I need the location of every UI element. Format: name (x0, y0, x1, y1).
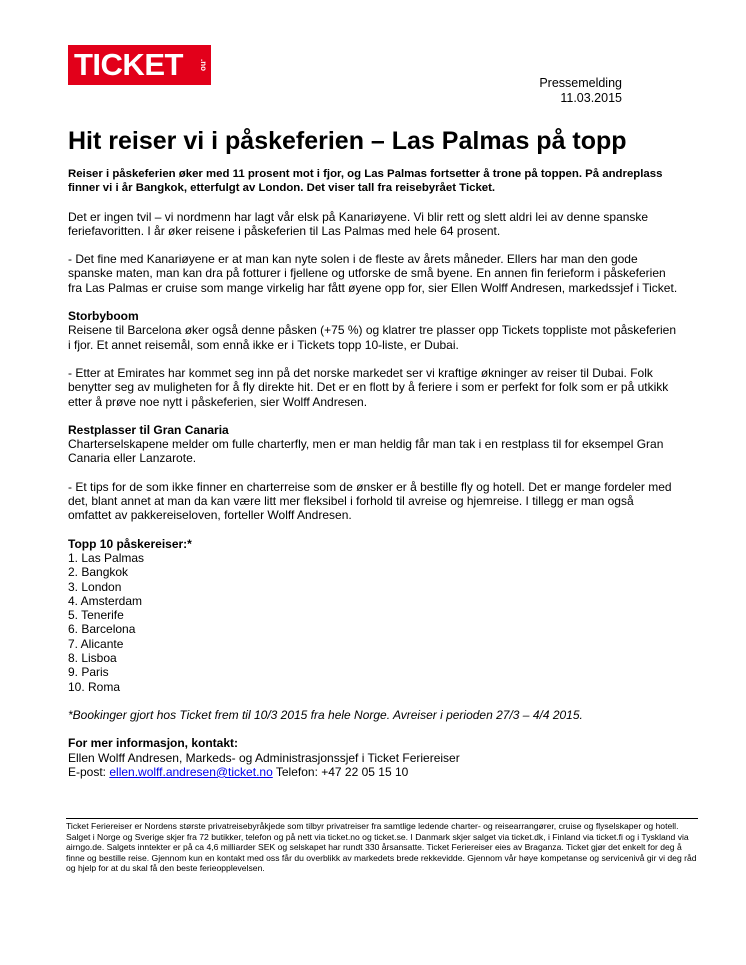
press-label: Pressemelding (539, 76, 622, 90)
paragraph: Reisene til Barcelona øker også denne påsken (+75 %) og klatrer tre plasser opp Tickets toppliste mot påskeferien i fjor. Et annet reisemål, som ennå ikke er i Tickets topp 10-liste, er Dubai. (68, 323, 676, 352)
paragraph: Det er ingen tvil – vi nordmenn har lagt vår elsk på Kanariøyene. Vi blir rett og slett aldri lei av denne spanske feriefavoritten. I år øker reisene i påskeferien til Las Palmas med hele 64 prosent. (68, 209, 649, 238)
ticket-logo (68, 45, 211, 85)
list-item: 4. Amsterdam (68, 593, 143, 608)
phone-text: Telefon: +47 22 05 15 10 (275, 764, 409, 779)
logo-text: TICKET (74, 47, 183, 82)
list-item: 6. Barcelona (68, 622, 136, 637)
list-item: 8. Lisboa (68, 651, 117, 666)
list-item: 1. Las Palmas (68, 550, 145, 565)
list-item: 7. Alicante (68, 636, 124, 651)
list-item: 10. Roma (68, 679, 121, 694)
press-release-header (539, 76, 622, 106)
list-item: 2. Bangkok (68, 565, 129, 580)
top10-heading: Topp 10 påskereiser:* (68, 536, 192, 551)
article-body (68, 167, 678, 779)
contact-name: Ellen Wolff Andresen, Markeds- og Administrasjonssjef i Ticket Feriereiser (68, 750, 460, 765)
email-label: E-post: (68, 764, 107, 779)
quote-paragraph: - Et tips for de som ikke finner en charterreise som de ønsker er å bestille fly og hotell. Det er mange fordeler med det, blant annet at man da kan være litt mer fleksibel i forhold til avreise og hjemreise. I tillegg er man også omfattet av pakkereiseloven, forteller Wolff Andresen. (68, 479, 672, 523)
list-item: 9. Paris (68, 665, 109, 680)
top10-list (68, 551, 678, 694)
paragraph: Charterselskapene melder om fulle charterfly, men er man heldig får man tak i en restplass til for eksempel Gran Canaria eller Lanzarote. (68, 437, 664, 466)
list-item: 5. Tenerife (68, 608, 124, 623)
paragraph: - Det fine med Kanariøyene er at man kan nyte solen i de fleste av årets måneder. Ellers har man den gode spanske maten, man kan dra på fotturer i fjellene og utforske de små byene. En annen fin ferieform i påskeferien fra Las Palmas er cruise som mange virkelig har fått øyene opp for, sier Ellen Wolff Andresen, markedssjef i Ticket. (68, 252, 678, 295)
section-heading-storbyboom: Storbyboom (68, 309, 139, 324)
press-date: 11.03.2015 (560, 91, 622, 105)
lead-paragraph: Reiser i påskeferien øker med 11 prosent mot i fjor, og Las Palmas fortsetter å trone på toppen. På andreplass finner vi i år Bangkok, etterfulgt av London. Det viser tall fra reisebyrået Ticket. (68, 168, 663, 195)
contact-line (68, 765, 678, 779)
logo-tld: .no (199, 59, 208, 71)
quote-paragraph: - Etter at Emirates har kommet seg inn på det norske markedet ser vi kraftige økninger av reiser til Dubai. Folk benytter seg av muligheten for å fly direkte hit. Det er en flott by å feriere i som er perfekt for folk som er på utkikk etter å prøve noe nytt i påskeferien, sier Wolff Andresen. (68, 365, 669, 409)
section-heading-restplasser: Restplasser til Gran Canaria (68, 422, 229, 437)
email-link[interactable]: ellen.wolff.andresen@ticket.no (109, 764, 273, 779)
footnote: *Bookinger gjort hos Ticket frem til 10/3 2015 fra hele Norge. Avreiser i perioden 27/3 – 4/4 2015. (68, 707, 583, 722)
page-title: Hit reiser vi i påskeferien – Las Palmas på topp (68, 127, 627, 155)
list-item: 3. London (68, 579, 122, 594)
contact-heading: For mer informasjon, kontakt: (68, 736, 239, 751)
footer-text: Ticket Feriereiser er Nordens største privatreisebyråkjede som tilbyr privatreiser fra samtlige ledende charter- og reisearrangører, cruise og flyselskaper og hotell. Salget i Norge og Sverige skjer fra 72 butikker, telefon og på nett via ticket.no og ticket.se. I Danmark skjer salget via ticket.dk, i Finland via ticket.fi og i Tyskland via airngo.de. Salgets inntekter er på ca 4,6 milliarder SEK og selskapet har rundt 330 årsansatte. Ticket Feriereiser eies av Braganza. Ticket gjør det enkelt for deg å finne og bestille reise. Gjennom kun en kontakt med oss får du overblikk av markedets brede rekkevidde. Gjennom vår høye kompetanse og servicenivå gir vi deg råd og hjelp for at du skal få den beste ferieopplevelsen. (66, 818, 698, 874)
